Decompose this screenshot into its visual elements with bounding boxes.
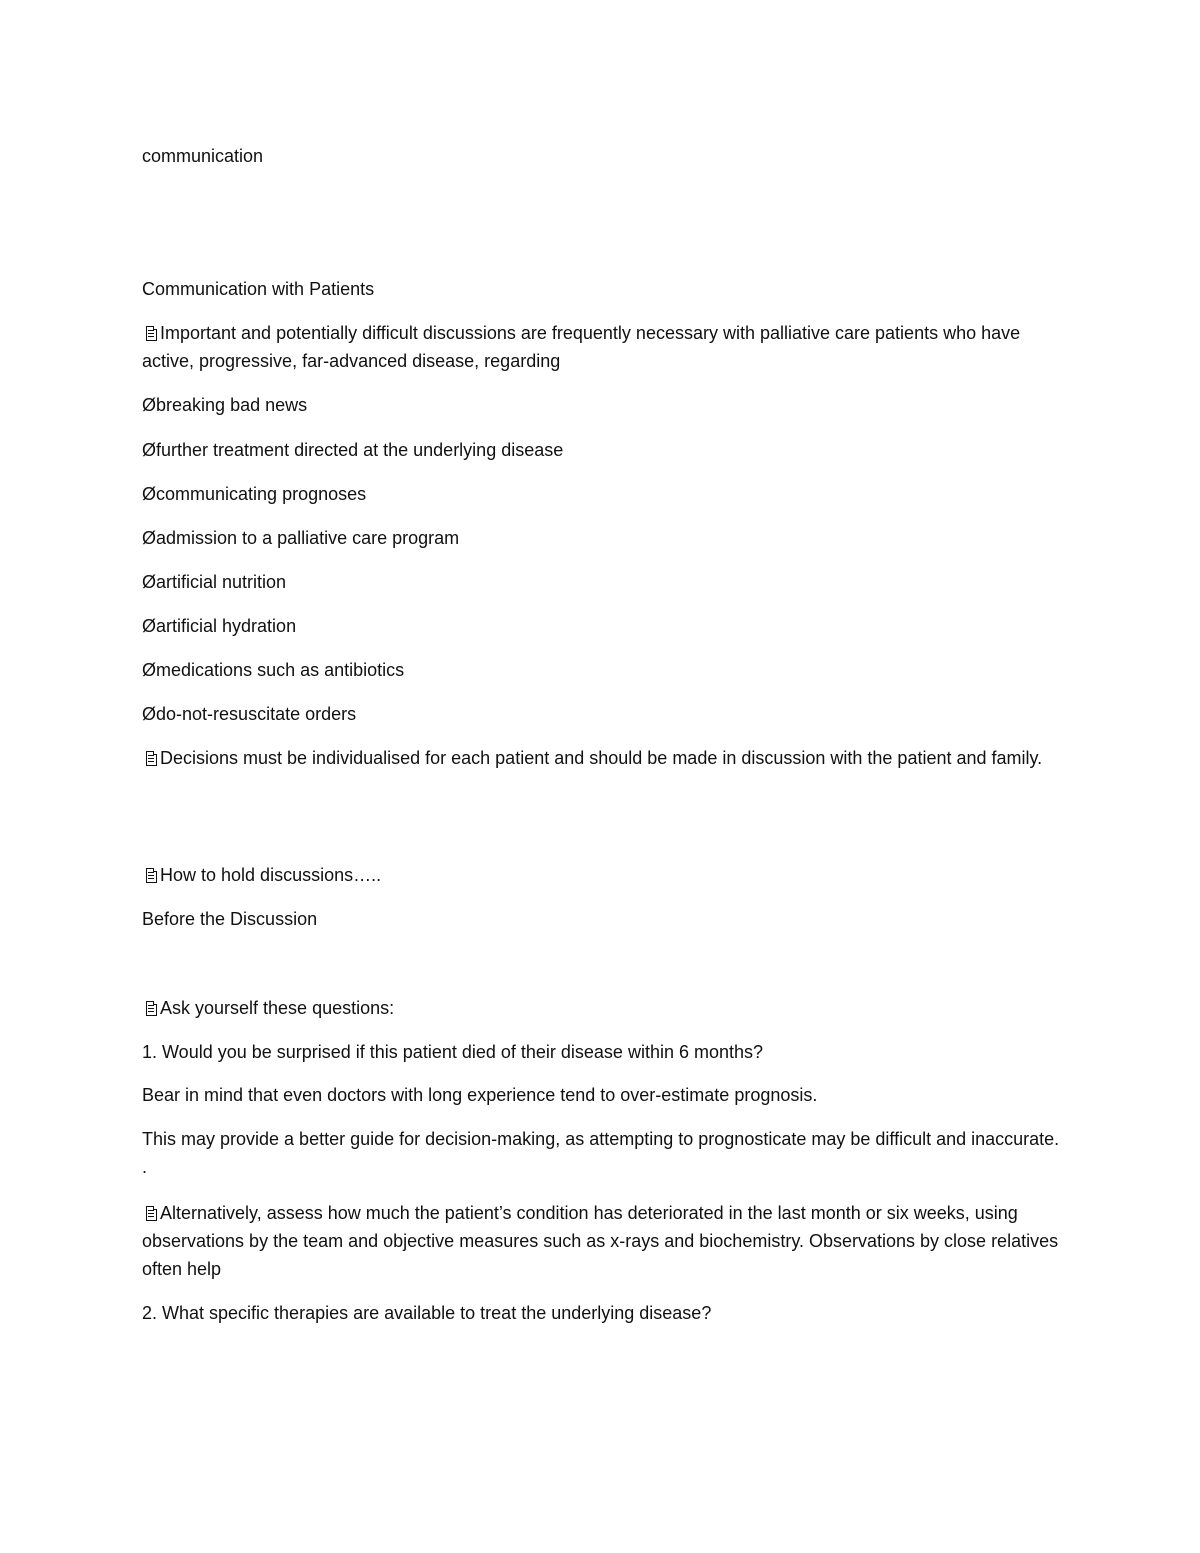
ask-yourself-heading <box>142 994 1062 1022</box>
topic-item <box>142 391 1062 419</box>
decisions-text: Decisions must be individualised for each patient and should be made in discussion with the patient and family. <box>160 748 1043 768</box>
alternatively-paragraph <box>142 1199 1062 1283</box>
topic-text: do-not-resuscitate orders <box>156 704 357 724</box>
alternatively-text: Alternatively, assess how much the patient’s condition has deteriorated in the last month or six weeks, using observations by the team and objective measures such as x-rays and biochemistry. Observations by close relatives often help <box>142 1203 1059 1279</box>
topic-text: communicating prognoses <box>156 484 367 504</box>
bullet-marker: Ø <box>142 616 157 636</box>
topic-item <box>142 436 1062 464</box>
intro-text: Important and potentially difficult discussions are frequently necessary with palliative care patients who have active, progressive, far-advanced disease, regarding <box>142 323 1021 371</box>
guide-paragraph: This may provide a better guide for decision-making, as attempting to prognosticate may be difficult and inaccurate. . <box>142 1129 1060 1177</box>
document-icon <box>146 868 157 883</box>
topic-item <box>142 656 1062 684</box>
topic-text: admission to a palliative care program <box>156 528 460 548</box>
bullet-marker: Ø <box>142 395 157 415</box>
document-icon <box>146 326 157 341</box>
ask-yourself-text: Ask yourself these questions: <box>160 998 395 1018</box>
section-title: Communication with Patients <box>142 279 375 299</box>
topic-item <box>142 524 1062 552</box>
document-title: communication <box>142 146 264 166</box>
how-to-heading <box>142 861 1062 889</box>
before-discussion-heading: Before the Discussion <box>142 909 318 929</box>
document-icon <box>146 751 157 766</box>
document-icon <box>146 1001 157 1016</box>
topic-item <box>142 568 1062 596</box>
topic-text: artificial hydration <box>156 616 297 636</box>
bear-in-mind-paragraph: Bear in mind that even doctors with long experience tend to over-estimate prognosis. <box>142 1085 818 1105</box>
topic-text: further treatment directed at the underlying disease <box>156 440 564 460</box>
intro-paragraph <box>142 319 1062 375</box>
how-to-text: How to hold discussions….. <box>160 865 382 885</box>
topic-text: medications such as antibiotics <box>156 660 405 680</box>
topic-item <box>142 612 1062 640</box>
bullet-marker: Ø <box>142 704 157 724</box>
topic-item <box>142 480 1062 508</box>
bullet-marker: Ø <box>142 440 157 460</box>
document-icon <box>146 1206 157 1221</box>
decisions-paragraph <box>142 744 1062 772</box>
bullet-marker: Ø <box>142 660 157 680</box>
bullet-marker: Ø <box>142 528 157 548</box>
topic-item <box>142 700 1062 728</box>
bullet-marker: Ø <box>142 572 157 592</box>
question-two: 2. What specific therapies are available to treat the underlying disease? <box>142 1303 712 1323</box>
question-one: 1. Would you be surprised if this patient died of their disease within 6 months? <box>142 1042 764 1062</box>
topic-text: artificial nutrition <box>156 572 287 592</box>
topic-text: breaking bad news <box>156 395 308 415</box>
bullet-marker: Ø <box>142 484 157 504</box>
